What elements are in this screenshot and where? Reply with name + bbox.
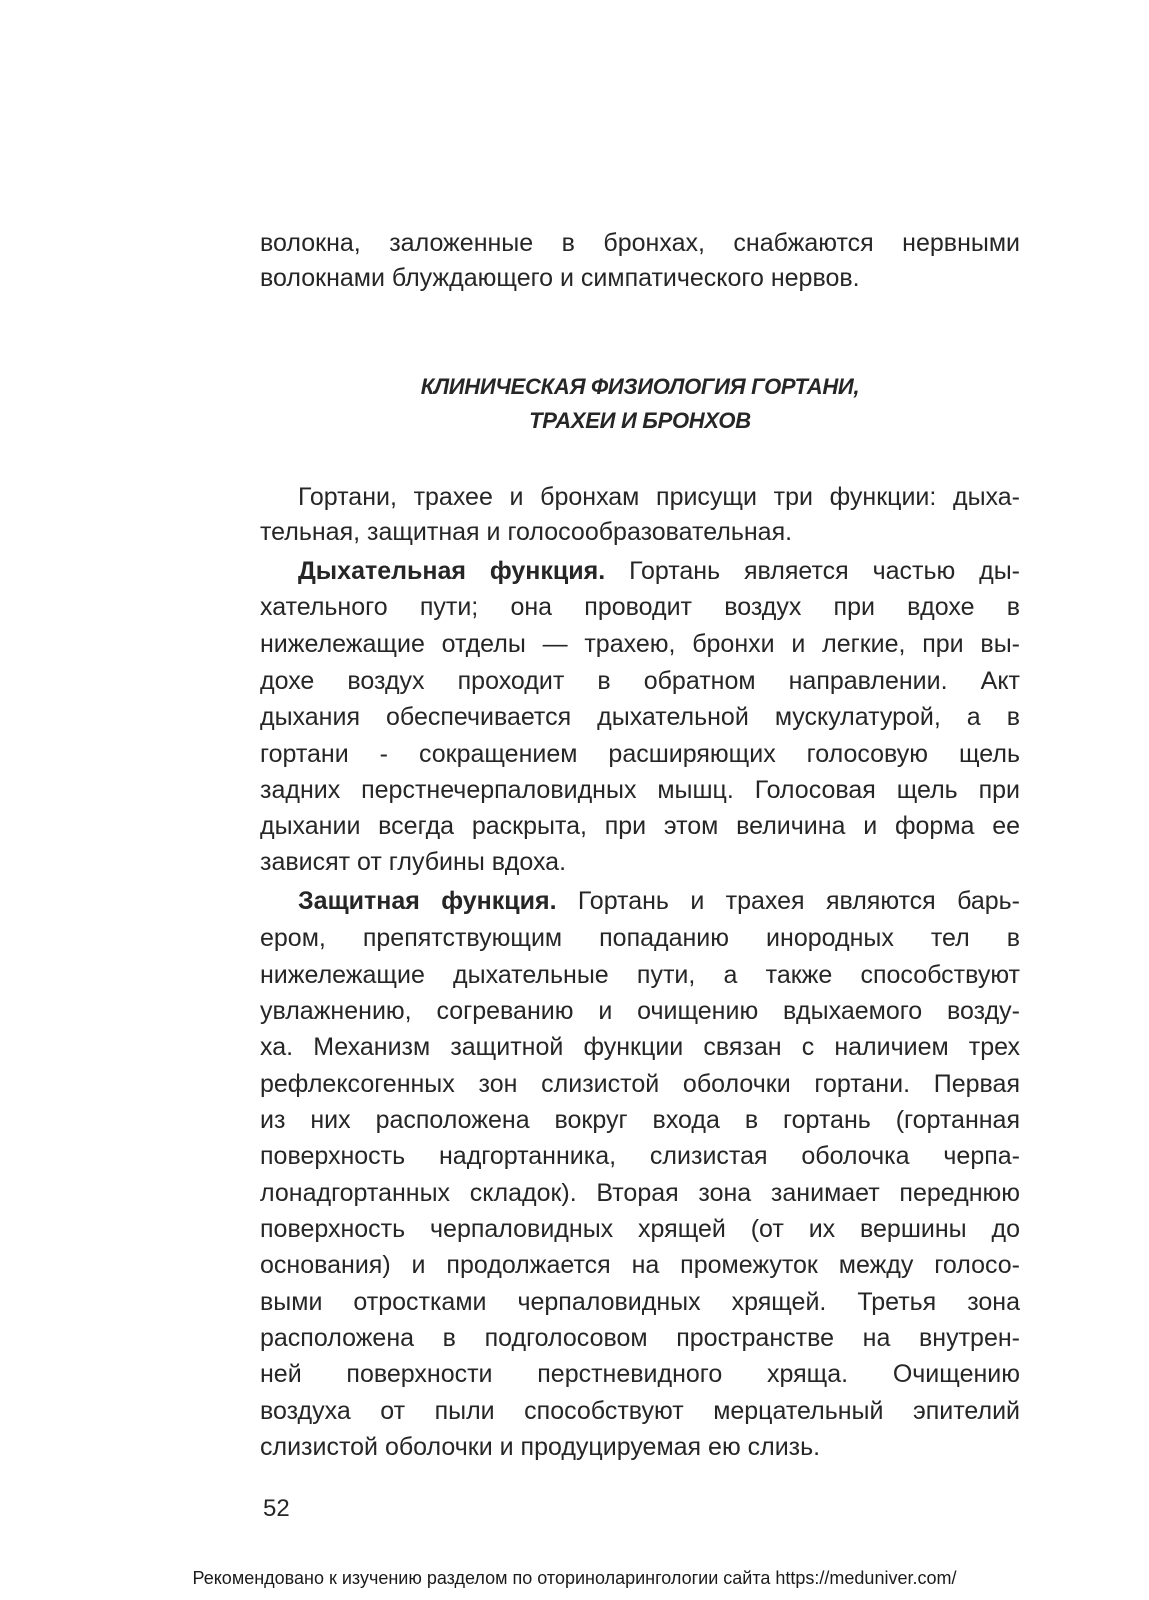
term-respiratory-function: Дыхательная функция. [298,557,606,585]
text-line: ха. Механизм защитной функции связан с наличием трех [260,1033,1020,1061]
text-line: волокна, заложенные в бронхах, снабжаются нервными [260,229,1020,257]
text-line: гортани - сокращением расширяющих голосовую щель [260,740,1020,768]
footer-note: Рекомендовано к изучению разделом по оториноларингологии сайта https://meduniver.com/ [192,1568,957,1588]
text-line: поверхность черпаловидных хрящей (от их вершины до [260,1215,1020,1243]
text-line: лонадгортанных складок). Вторая зона занимает переднюю [260,1179,1020,1207]
text-line: из них расположена вокруг входа в гортань (гортанная [260,1106,1020,1134]
text-line: поверхность надгортанника, слизистая оболочка черпа- [260,1142,1020,1170]
text-line: зависят от глубины вдоха. [260,848,567,876]
text-line: выми отростками черпаловидных хрящей. Третья зона [260,1288,1020,1316]
text-line: рефлексогенных зон слизистой оболочки гортани. Первая [260,1070,1020,1098]
text-line: воздуха от пыли способствуют мерцательный эпителий [260,1397,1020,1425]
text-line: дохе воздух проходит в обратном направлении. Акт [260,667,1020,695]
text-fragment: Гортань является частью ды- [605,557,1020,585]
term-protective-function: Защитная функция. [298,887,557,915]
text-line: волокнами блуждающего и симпатического нервов. [260,264,860,292]
text-line: Гортани, трахее и бронхам присущи три функции: дыха- [298,483,1020,511]
section-heading-line-2: ТРАХЕИ И БРОНХОВ [529,408,751,433]
text-line: нижележащие дыхательные пути, а также способствуют [260,961,1020,989]
section-heading-line-1: КЛИНИЧЕСКАЯ ФИЗИОЛОГИЯ ГОРТАНИ, [420,374,860,399]
page-number: 52 [263,1495,290,1522]
text-line: слизистой оболочки и продуцируемая ею слизь. [260,1433,821,1461]
text-line: увлажнению, согреванию и очищению вдыхаемого возду- [260,997,1020,1025]
text-line: тельная, защитная и голосообразовательная. [260,518,793,546]
text-line: ером, препятствующим попаданию инородных тел в [260,924,1020,952]
text-line: задних перстнечерпаловидных мышц. Голосовая щель при [260,776,1020,804]
text-line [298,886,1020,916]
text-fragment: Гортань и трахея являются барь- [556,887,1020,915]
text-line: дыхания обеспечивается дыхательной мускулатурой, а в [260,703,1020,731]
text-line: нижележащие отделы — трахею, бронхи и легкие, при вы- [260,630,1020,658]
text-line: расположена в подголосовом пространстве на внутрен- [260,1324,1020,1352]
text-line: дыхании всегда раскрыта, при этом величина и форма ее [260,812,1020,840]
text-line [298,556,1020,586]
text-line: основания) и продолжается на промежуток между голосо- [260,1251,1020,1279]
text-line: ней поверхности перстневидного хряща. Очищению [260,1360,1020,1388]
text-line: хательного пути; она проводит воздух при вдохе в [260,593,1020,621]
